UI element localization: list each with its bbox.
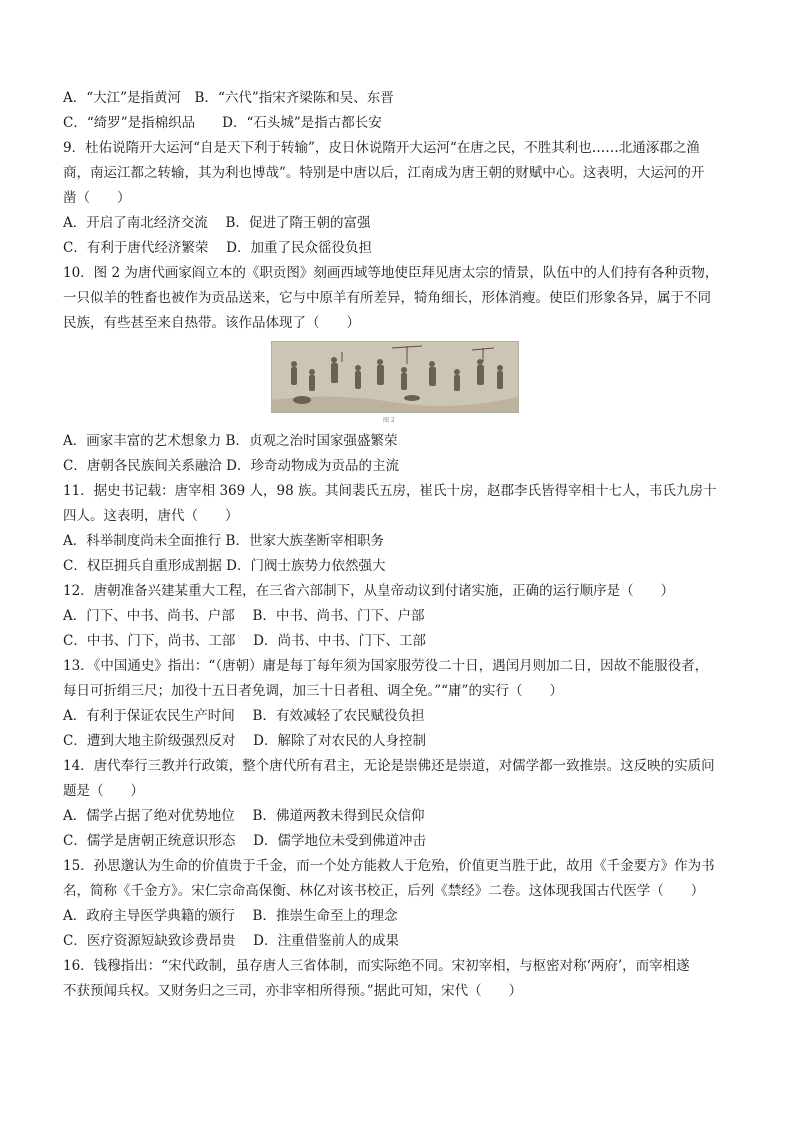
option-line: A．“大江”是指黄河 B．“六代”指宋齐梁陈和吴、东晋 [63, 90, 394, 106]
question-16-text: 不获预闻兵权。又财务归之三司，亦非宰相所得预。”据此可知，宋代（ ） [63, 983, 523, 999]
question-14-options: A．儒学占据了绝对优势地位 B．佛道两教未得到民众信仰 [63, 808, 425, 824]
tribute-painting-image [271, 341, 519, 413]
question-16-text: 16．钱穆指出：“宋代政制，虽存唐人三省体制，而实际绝不同。宋初宰相，与枢密对称‘两府’，而宰相遂 [63, 958, 690, 974]
question-9-options: C．有利于唐代经济繁荣 D．加重了民众徭役负担 [63, 240, 372, 256]
question-11-text: 11．据史书记载：唐宰相 369 人，98 族。其间裴氏五房，崔氏十房，赵郡李氏皆得宰相十七人，韦氏九房十 [63, 483, 717, 499]
question-9-text: 商，南运江都之转输，其为利也博哉”。特别是中唐以后，江南成为唐王朝的财赋中心。这表明，大运河的开 [63, 165, 705, 181]
question-15-text: 名，简称《千金方》。宋仁宗命高保衡、林亿对该书校正，后列《禁经》二卷。这体现我国古代医学（ ） [63, 883, 705, 899]
question-9-text: 凿（ ） [63, 190, 131, 206]
painting-figures [272, 342, 518, 412]
question-11-options: C．权臣拥兵自重形成割据 D．门阀士族势力依然强大 [63, 558, 386, 574]
question-13-options: A．有利于保证农民生产时间 B．有效减轻了农民赋役负担 [63, 708, 425, 724]
question-12-text: 12．唐朝准备兴建某重大工程，在三省六部制下，从皇帝动议到付诸实施，正确的运行顺序是（ ） [63, 583, 675, 599]
question-10-options: C．唐朝各民族间关系融洽 D．珍奇动物成为贡品的主流 [63, 458, 399, 474]
question-12-options: C．中书、门下，尚书、工部 D．尚书、中书、门下、工部 [63, 633, 426, 649]
question-13-text: 每日可折绢三尺；加役十五日者免调，加三十日者租、调全免。”“庸”的实行（ ） [63, 683, 563, 699]
question-14-text: 题是（ ） [63, 783, 144, 799]
question-13-options: C．遭到大地主阶级强烈反对 D．解除了对农民的人身控制 [63, 733, 426, 749]
question-15-options: C．医疗资源短缺致诊费昂贵 D．注重借鉴前人的成果 [63, 933, 399, 949]
figure-caption: 图 2 [383, 417, 395, 424]
question-15-options: A．政府主导医学典籍的颁行 B．推崇生命至上的理念 [63, 908, 398, 924]
exam-page [63, 86, 743, 1004]
question-12-options: A．门下、中书、尚书、户部 B．中书、尚书、门下、户部 [63, 608, 425, 624]
question-10-text: 民族，有些甚至来自热带。该作品体现了（ ） [63, 315, 360, 331]
question-10-options: A．画家丰富的艺术想象力 B．贞观之治时国家强盛繁荣 [63, 433, 398, 449]
question-11-text: 四人。这表明，唐代（ ） [63, 508, 239, 524]
question-13-text: 13．《中国通史》指出：“（唐朝）庸是每丁每年须为国家服劳役二十日，遇闰月则加二日，因故不能服役者， [63, 658, 709, 674]
question-15-text: 15．孙思邈认为生命的价值贵于千金，而一个处方能救人于危殆，价值更当胜于此，故用《千金要方》作为书 [63, 858, 715, 874]
question-9-options: A．开启了南北经济交流 B．促进了隋王朝的富强 [63, 215, 371, 231]
question-14-options: C．儒学是唐朝正统意识形态 D．儒学地位未受到佛道冲击 [63, 833, 426, 849]
question-11-options: A．科举制度尚未全面推行 B．世家大族垄断宰相职务 [63, 533, 384, 549]
question-9-text: 9．杜佑说隋开大运河“自是天下利于转输”，皮日休说隋开大运河“在唐之民，不胜其利也……北通涿郡之渔 [63, 140, 700, 156]
option-line: C．“绮罗”是指棉织品 D．“石头城”是指古都长安 [63, 115, 382, 131]
question-10-text: 10．图 2 为唐代画家阎立本的《职贡图》刻画西域等地使臣拜见唐太宗的情景，队伍中的人们持有各种贡物， [63, 265, 719, 281]
question-10-text: 一只似羊的牲畜也被作为贡品送来，它与中原羊有所差异，犄角细长，形体消瘦。使臣们形象各异，属于不同 [63, 290, 711, 306]
question-14-text: 14．唐代奉行三教并行政策，整个唐代所有君主，无论是崇佛还是崇道，对儒学都一致推崇。这反映的实质问 [63, 758, 715, 774]
